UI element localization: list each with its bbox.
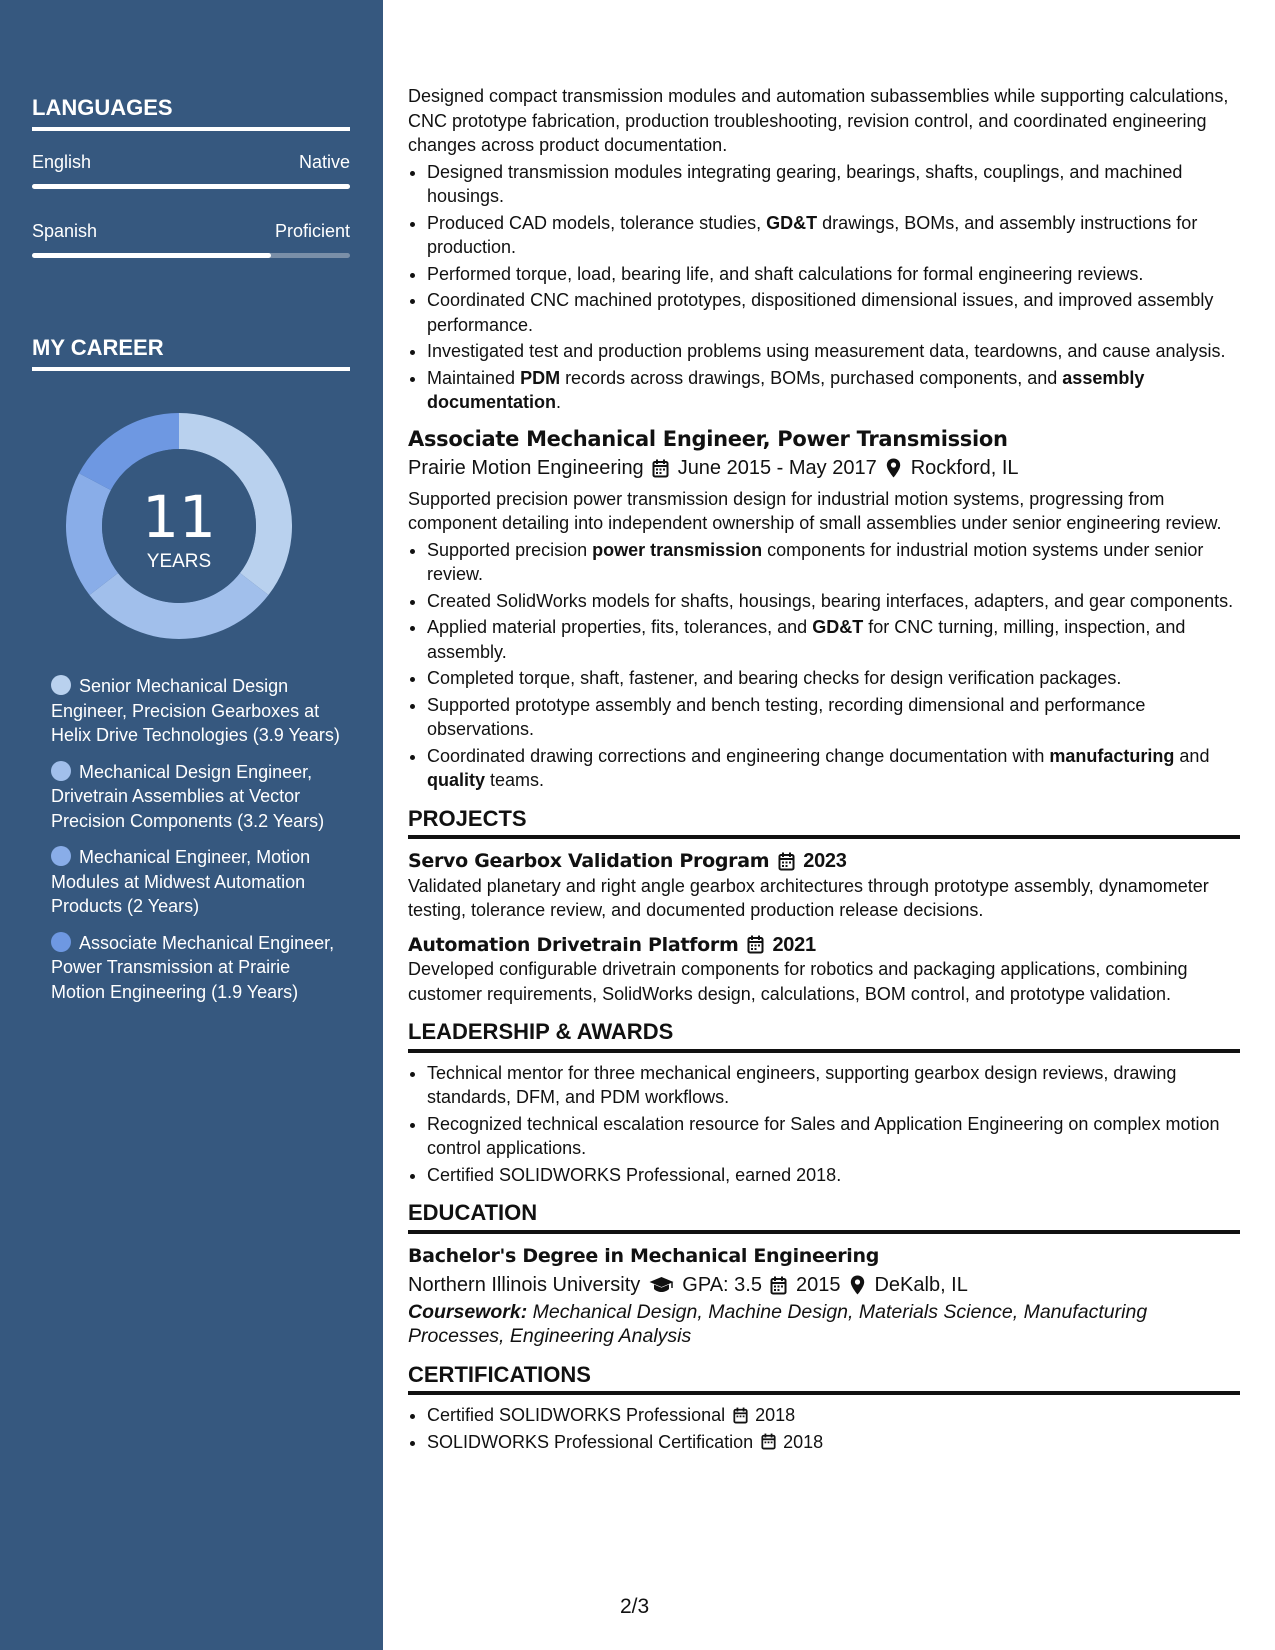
legend-label: Mechanical Engineer, Motion Modules at Midwest Automation Products (2 Years): [51, 847, 311, 916]
calendar-icon: [770, 1275, 788, 1295]
language-level: Proficient: [274, 221, 350, 241]
job-bullets: [408, 160, 1240, 415]
gpa: GPA: 3.5: [682, 1274, 762, 1296]
graduation-year: 2015: [795, 1274, 841, 1296]
languages-heading: LANGUAGES: [32, 95, 350, 131]
leadership-list: [408, 1061, 1240, 1188]
language-name: English: [32, 152, 92, 172]
calendar-icon: [731, 1405, 749, 1425]
job-summary: Designed compact transmission modules and automation subassemblies while supporting calculations, CNC prototype fabrication, production troubleshooting, revision control, and coordinated engineering changes across product documentation.: [408, 86, 1229, 155]
project-title: Automation Drivetrain Platform: [408, 933, 739, 956]
job-bullet: • Supported prototype assembly and bench testing, recording dimensional and performance observations.: [427, 693, 1240, 742]
language-name: Spanish: [32, 221, 98, 241]
main-content: [408, 84, 1240, 1456]
legend-dot: [51, 761, 71, 781]
job-bullet: • Coordinated drawing corrections and engineering change documentation with manufacturing and quality teams.: [427, 744, 1240, 793]
job-summary: Supported precision power transmission design for industrial motion systems, progressing from component detailing into independent ownership of small assemblies under senior engineering review.: [408, 488, 1222, 533]
project-title-row: [408, 849, 1240, 874]
job-bullet: • Maintained PDM records across drawings, BOMs, purchased components, and assembly documentation.: [427, 366, 1240, 415]
certification-item: • Certified SOLIDWORKS Professional 2018: [427, 1403, 1240, 1428]
career-donut-chart: [66, 413, 292, 639]
certifications-heading: CERTIFICATIONS: [408, 1363, 1240, 1396]
job-bullet: • Coordinated CNC machined prototypes, dispositioned dimensional issues, and improved assembly performance.: [427, 288, 1240, 337]
certifications-list: [408, 1403, 1240, 1454]
degree-title: Bachelor's Degree in Mechanical Engineering: [408, 1244, 880, 1267]
job-bullet: • Created SolidWorks models for shafts, housings, bearing interfaces, adapters, and gear components.: [427, 589, 1240, 614]
leadership-heading: LEADERSHIP & AWARDS: [408, 1020, 1240, 1053]
career-legend: [51, 674, 341, 1016]
career-legend-item: [51, 674, 341, 748]
school-name: Northern Illinois University: [408, 1274, 641, 1296]
project-year: 2023: [803, 850, 847, 872]
coursework: Coursework: Mechanical Design, Machine Design, Materials Science, Manufacturing Processes, Engineering Analysis: [408, 1300, 1148, 1347]
job-location: Rockford, IL: [910, 457, 1019, 479]
certification-item: • SOLIDWORKS Professional Certification 2018: [427, 1430, 1240, 1455]
projects-heading: PROJECTS: [408, 807, 1240, 840]
project-title: Servo Gearbox Validation Program: [408, 850, 770, 872]
project-description: Developed configurable drivetrain components for robotics and packaging applications, combining customer requirements, SolidWorks design, calculations, BOM control, and prototype validation.: [408, 959, 1188, 1004]
career-legend-item: [51, 845, 341, 919]
legend-dot: [51, 932, 71, 952]
leadership-item: • Recognized technical escalation resource for Sales and Application Engineering on complex motion control applications.: [427, 1112, 1240, 1161]
project-year: 2021: [772, 933, 816, 956]
legend-label: Mechanical Design Engineer, Drivetrain Assemblies at Vector Precision Components (3.2 Years): [51, 761, 325, 831]
career-heading: MY CAREER: [32, 335, 350, 371]
language-bar-fill: [32, 253, 271, 258]
school-location: DeKalb, IL: [874, 1274, 968, 1296]
leadership-item: • Technical mentor for three mechanical engineers, supporting gearbox design reviews, drawing standards, DFM, and PDM workflows.: [427, 1061, 1240, 1110]
calendar-icon: [746, 935, 764, 955]
job-meta: [408, 456, 1240, 481]
sidebar: [0, 0, 383, 1650]
language-row-spanish: [32, 221, 350, 242]
language-row-english: [32, 152, 350, 173]
education-heading: EDUCATION: [408, 1201, 1240, 1234]
education-meta: [408, 1273, 1240, 1298]
job-title: Associate Mechanical Engineer, Power Transmission: [408, 426, 1008, 451]
job-bullet: • Performed torque, load, bearing life, and shaft calculations for formal engineering reviews.: [427, 262, 1240, 287]
location-pin-icon: [885, 458, 903, 478]
job-bullet: • Applied material properties, fits, tolerances, and GD&T for CNC turning, milling, inspection, and assembly.: [427, 615, 1240, 664]
job-bullet: • Investigated test and production problems using measurement data, teardowns, and cause analysis.: [427, 339, 1240, 364]
leadership-item: • Certified SOLIDWORKS Professional, earned 2018.: [427, 1163, 1240, 1188]
legend-label: Senior Mechanical Design Engineer, Precision Gearboxes at Helix Drive Technologies (3.9 Years): [51, 676, 340, 745]
job-bullet: • Completed torque, shaft, fastener, and bearing checks for design verification packages.: [427, 666, 1240, 691]
job-bullets: [408, 538, 1240, 793]
page-number: 2/3: [620, 1595, 650, 1618]
location-pin-icon: [848, 1275, 866, 1295]
project-description: Validated planetary and right angle gearbox architectures through prototype assembly, dynamometer testing, tolerance review, and documented production release decisions.: [408, 875, 1209, 920]
legend-label: Associate Mechanical Engineer, Power Transmission at Prairie Motion Engineering (1.9 Years): [51, 932, 335, 1002]
calendar-icon: [777, 851, 795, 871]
job-dates: June 2015 - May 2017: [677, 457, 877, 479]
legend-dot: [51, 675, 71, 695]
language-bar-english: [32, 184, 350, 189]
language-level: Native: [298, 152, 350, 172]
career-unit: YEARS: [146, 551, 212, 572]
legend-dot: [51, 846, 71, 866]
language-bar-fill: [32, 184, 350, 189]
job-bullet: • Produced CAD models, tolerance studies, GD&T drawings, BOMs, and assembly instructions for production.: [427, 211, 1240, 260]
job-bullet: • Designed transmission modules integrating gearing, bearings, shafts, couplings, and machined housings.: [427, 160, 1240, 209]
calendar-icon: [652, 458, 670, 478]
career-total: 11: [142, 483, 216, 551]
job-bullet: • Supported precision power transmission components for industrial motion systems under senior review.: [427, 538, 1240, 587]
language-bar-spanish: [32, 253, 350, 258]
calendar-icon: [759, 1432, 777, 1452]
career-legend-item: [51, 760, 341, 834]
project-title-row: [408, 933, 1240, 958]
graduation-cap-icon: [648, 1275, 674, 1295]
company-name: Prairie Motion Engineering: [408, 457, 644, 479]
career-legend-item: [51, 931, 341, 1005]
